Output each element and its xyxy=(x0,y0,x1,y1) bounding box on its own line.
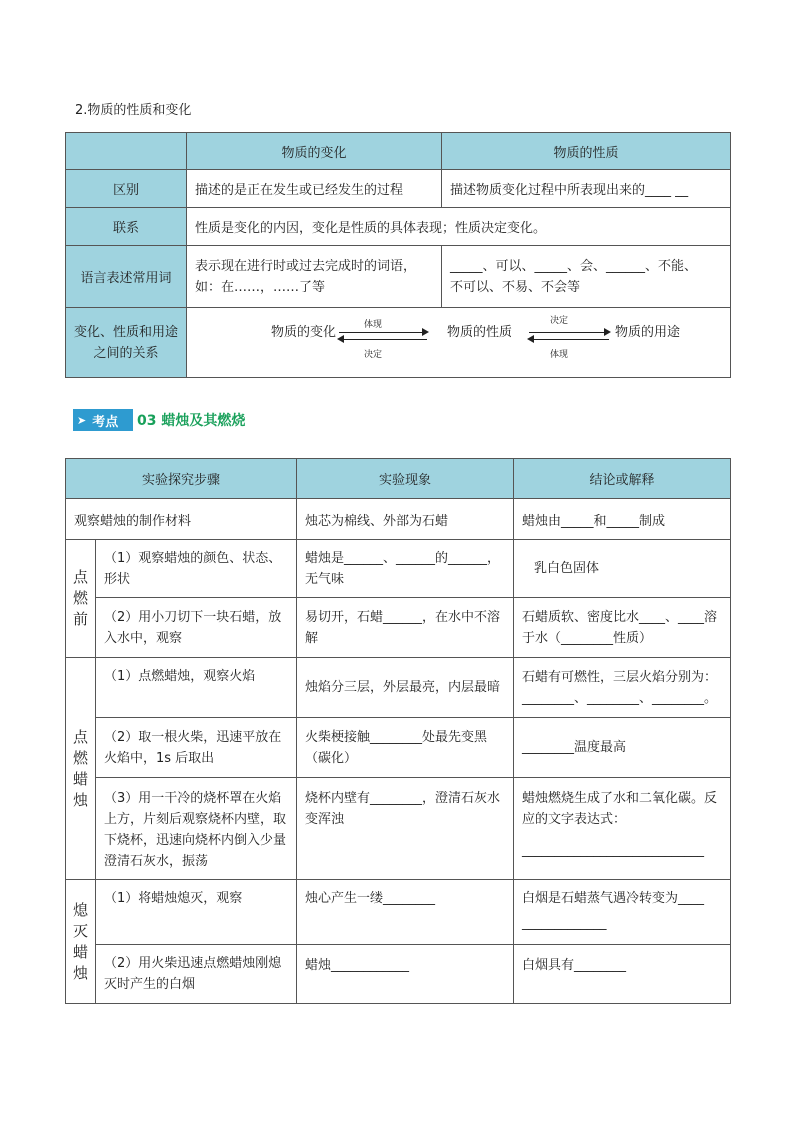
phenomenon-cell: 烧杯内壁有________，澄清石灰水变浑浊 xyxy=(297,778,514,880)
distinction-property: 描述物质变化过程中所表现出来的____ __ xyxy=(442,170,731,208)
kaodian-title xyxy=(137,410,245,430)
conclusion-cell: ________温度最高 xyxy=(514,718,731,778)
arrow1-bottom-label: 决定 xyxy=(364,349,383,360)
answer-blank: ____________________________ xyxy=(522,843,705,858)
relation-label-line2: 之间的关系 xyxy=(93,345,159,361)
candle-experiment-table xyxy=(65,458,731,1004)
conclusion-cell: 乳白色固体 xyxy=(514,540,731,598)
answer-blank: _____________ xyxy=(522,916,607,931)
kaodian-badge xyxy=(73,409,133,431)
term-property: 物质的性质 xyxy=(447,324,513,340)
term-change: 物质的变化 xyxy=(271,324,337,340)
header-phenomenon: 实验现象 xyxy=(297,459,514,499)
conclusion-cell: 石蜡质软、密度比水____、____溶于水（________性质） xyxy=(514,598,731,658)
table1-header-empty xyxy=(66,133,187,170)
row-label-relation xyxy=(66,308,187,378)
step-cell: （1）观察蜡烛的颜色、状态、形状 xyxy=(96,540,297,598)
conclusion-cell xyxy=(514,778,731,880)
term-use: 物质的用途 xyxy=(615,324,681,340)
conclusion-text: 蜡烛燃烧生成了水和二氧化碳。反应的文字表达式： xyxy=(522,791,718,827)
step-cell: （2）用小刀切下一块石蜡，放入水中，观察 xyxy=(96,598,297,658)
properties-changes-table xyxy=(65,132,731,378)
distinction-change: 描述的是正在发生或已经发生的过程 xyxy=(187,170,442,208)
step-cell: （3）用一干冷的烧杯罩在火焰上方，片刻后观察烧杯内壁，取下烧杯，迅速向烧杯内倒入少量澄清石灰水，振荡 xyxy=(96,778,297,880)
relation-diagram xyxy=(187,308,731,378)
right-arrow-icon xyxy=(529,332,609,333)
phenomenon-cell: 蜡烛____________ xyxy=(297,945,514,1004)
step-cell: （1）将蜡烛熄灭，观察 xyxy=(96,880,297,945)
conclusion-cell: 白烟具有________ xyxy=(514,945,731,1004)
words-property xyxy=(442,246,731,308)
phenomenon-cell: 易切开，石蜡______，在水中不溶解 xyxy=(297,598,514,658)
phenomenon-cell: 火柴梗接触________处最先变黑（碳化） xyxy=(297,718,514,778)
conclusion-text: 白烟是石蜡蒸气遇冷转变为____ xyxy=(522,891,705,906)
step-cell: （1）点燃蜡烛，观察火焰 xyxy=(96,658,297,718)
step-cell: （2）取一根火柴，迅速平放在火焰中，1s 后取出 xyxy=(96,718,297,778)
connection-text: 性质是变化的内因，变化是性质的具体表现；性质决定变化。 xyxy=(187,208,731,246)
step-cell: （2）用火柴迅速点燃蜡烛刚熄灭时产生的白烟 xyxy=(96,945,297,1004)
words-change: 表示现在进行时或过去完成时的词语，如：在……，……了等 xyxy=(187,246,442,308)
arrow2-bottom-label: 体现 xyxy=(550,349,569,360)
kaodian-title-text: 蜡烛及其燃烧 xyxy=(161,413,246,429)
row-label-connection: 联系 xyxy=(66,208,187,246)
kaodian-badge-label: 考点 xyxy=(92,414,119,430)
phenomenon-cell: 烛心产生一缕________ xyxy=(297,880,514,945)
section-title: 2.物质的性质和变化 xyxy=(75,103,192,118)
header-conclusion: 结论或解释 xyxy=(514,459,731,499)
arrow2-top-label: 决定 xyxy=(550,315,569,326)
words-property-line1: _____、可以、_____、会、______、不能、 xyxy=(450,258,698,274)
row-label-distinction: 区别 xyxy=(66,170,187,208)
conclusion-cell xyxy=(514,880,731,945)
table1-header-change: 物质的变化 xyxy=(187,133,442,170)
left-arrow-icon xyxy=(529,339,609,340)
kaodian-number: 03 xyxy=(137,413,157,429)
conclusion-cell: 石蜡有可燃性，三层火焰分别为：________、________、________。 xyxy=(514,658,731,718)
phenomenon-cell: 蜡烛是______、______的______，无气味 xyxy=(297,540,514,598)
right-arrow-icon xyxy=(339,332,427,333)
group-label-burning: 点燃蜡烛 xyxy=(66,658,96,880)
row0-phenomenon: 烛芯为棉线、外部为石蜡 xyxy=(297,499,514,540)
table1-header-property: 物质的性质 xyxy=(442,133,731,170)
words-property-line2: 不可以、不易、不会等 xyxy=(450,279,581,295)
arrow1-top-label: 体现 xyxy=(364,319,383,330)
header-step: 实验探究步骤 xyxy=(66,459,297,499)
row-label-words: 语言表述常用词 xyxy=(66,246,187,308)
left-arrow-icon xyxy=(339,339,427,340)
row0-step: 观察蜡烛的制作材料 xyxy=(66,499,297,540)
row0-conclusion: 蜡烛由_____和_____制成 xyxy=(514,499,731,540)
group-label-extinguish: 熄灭蜡烛 xyxy=(66,880,96,1004)
group-label-before: 点燃前 xyxy=(66,540,96,658)
play-arrow-icon: ➤ xyxy=(77,413,87,427)
relation-label-line1: 变化、性质和用途 xyxy=(74,324,179,340)
phenomenon-cell: 烛焰分三层，外层最亮，内层最暗 xyxy=(297,658,514,718)
